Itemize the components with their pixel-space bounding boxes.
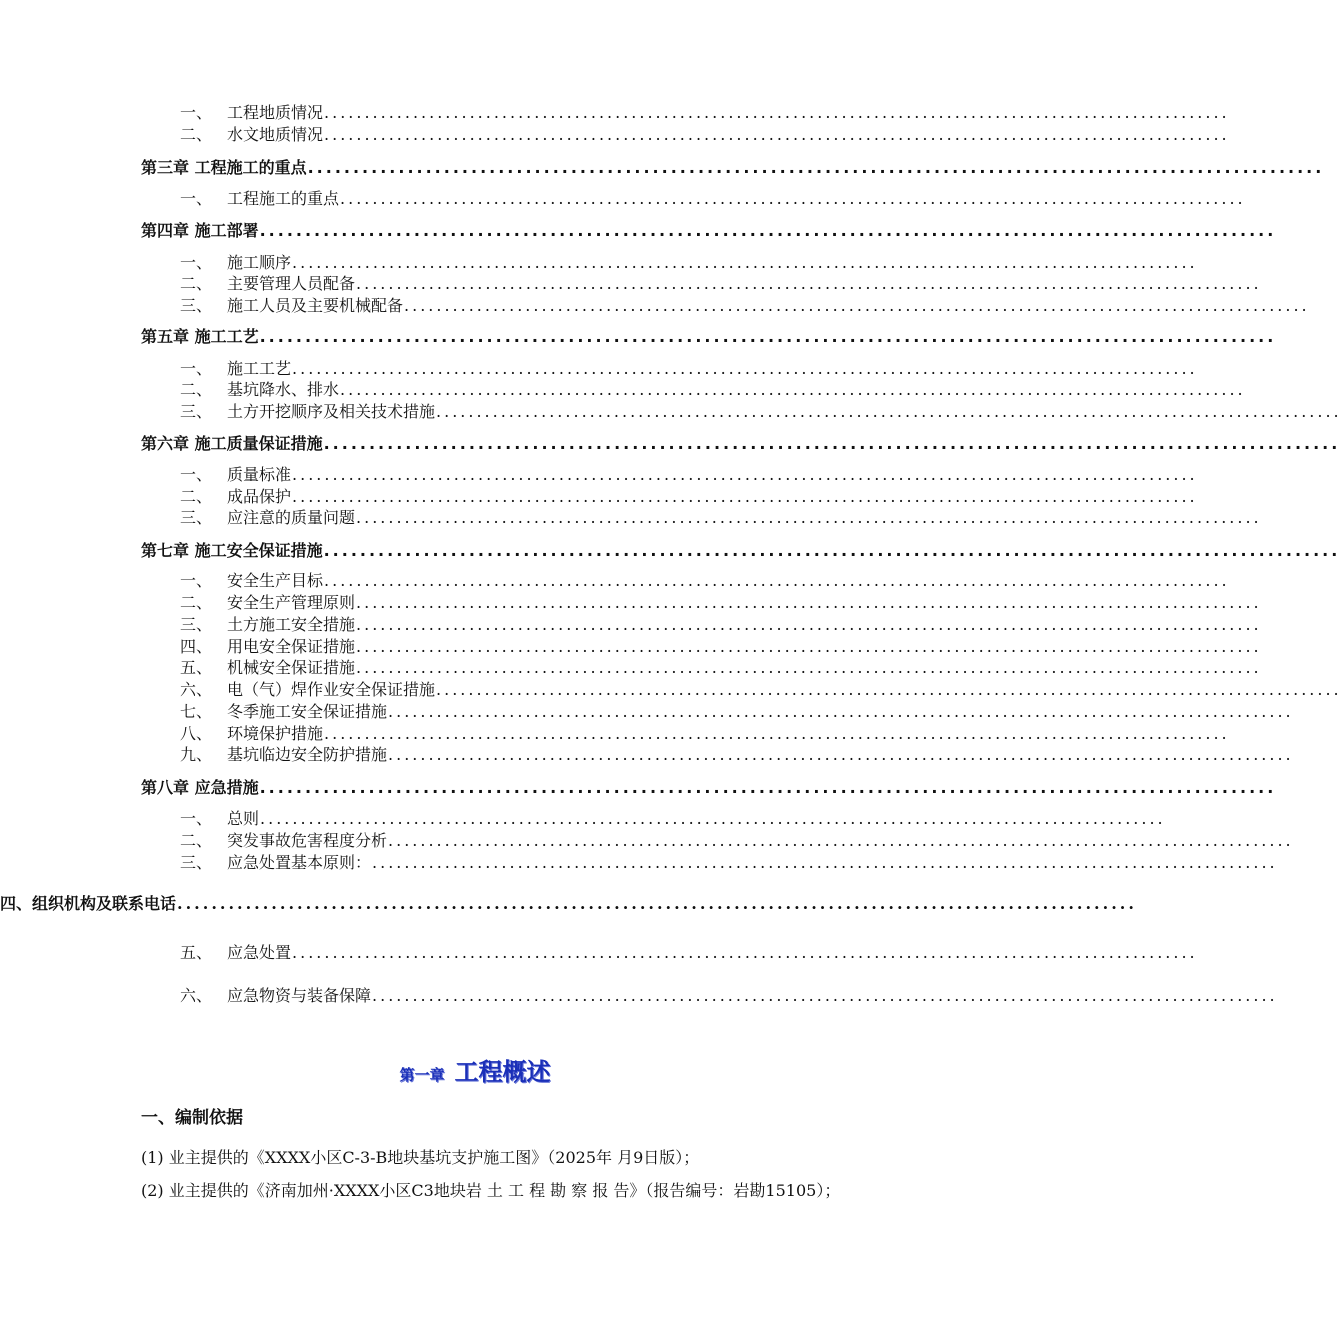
toc-entry[interactable] xyxy=(180,570,1230,592)
toc-dot-leader: ................................................................................................................ xyxy=(436,402,1342,421)
toc-dot-leader: ................................................................................................................ xyxy=(388,745,1294,764)
toc-entry-title: 突发事故危害程度分析 xyxy=(227,831,388,850)
toc-entry-title: 工程施工的重点 xyxy=(227,189,340,208)
toc-entry-title: 土方开挖顺序及相关技术措施 xyxy=(227,402,436,421)
toc-dot-leader: ................................................................................................................ xyxy=(292,253,1198,272)
toc-chapter-entry[interactable] xyxy=(141,433,1341,455)
toc-dot-leader: ................................................................................................................ xyxy=(372,853,1278,872)
toc-entry-number: 二、 xyxy=(180,125,213,144)
body-paragraph: (1) 业主提供的《XXXX小区C-3-B地块基坑支护施工图》（2025年 月9日版）； xyxy=(141,1148,700,1167)
toc-entry[interactable] xyxy=(180,852,1278,874)
toc-entry-title: 第六章 施工质量保证措施 xyxy=(141,434,323,453)
body-paragraph: (2) 业主提供的《济南加州·XXXX小区C3地块岩 土 工 程 勘 察 报 告》（报告编号：岩勘15105）； xyxy=(141,1181,841,1200)
toc-entry-number: 二、 xyxy=(180,380,213,399)
toc-dot-leader: ................................................................................................................ xyxy=(340,380,1246,399)
toc-entry-title: 第三章 工程施工的重点 xyxy=(141,158,307,177)
toc-entry[interactable] xyxy=(180,379,1246,401)
toc-entry[interactable] xyxy=(180,942,1198,964)
toc-dot-leader: ................................................................................................................ xyxy=(292,465,1198,484)
toc-entry-title: 土方施工安全措施 xyxy=(227,615,356,634)
toc-dot-leader: ................................................................................................................ xyxy=(259,221,1277,240)
toc-chapter-entry[interactable] xyxy=(141,220,1277,242)
toc-entry-title: 安全生产目标 xyxy=(227,571,324,590)
chapter-number: 第一章 xyxy=(399,1066,445,1084)
toc-entry[interactable] xyxy=(180,657,1262,679)
toc-entry-title: 应急处置 xyxy=(227,943,292,962)
toc-entry[interactable] xyxy=(180,252,1198,274)
toc-dot-leader: ................................................................................................................ xyxy=(436,680,1342,699)
toc-entry-title: 成品保护 xyxy=(227,487,292,506)
toc-chapter-entry[interactable] xyxy=(141,540,1341,562)
toc-entry-title: 施工工艺 xyxy=(227,359,292,378)
toc-entry[interactable] xyxy=(180,614,1262,636)
toc-dot-leader: ................................................................................................................ xyxy=(356,274,1262,293)
toc-entry[interactable] xyxy=(180,486,1198,508)
toc-entry-number: 八、 xyxy=(180,724,213,743)
toc-dot-leader: ................................................................................................................ xyxy=(324,103,1230,122)
toc-dot-leader: ................................................................................................................ xyxy=(323,541,1341,560)
toc-entry-title: 机械安全保证措施 xyxy=(227,658,356,677)
toc-entry-title: 水文地质情况 xyxy=(227,125,324,144)
toc-dot-leader: ................................................................................................................ xyxy=(292,487,1198,506)
toc-entry-title: 组织机构及联系电话 xyxy=(32,894,177,913)
toc-dot-leader: ................................................................................................................ xyxy=(356,637,1262,656)
toc-entry-number: 七、 xyxy=(180,702,213,721)
toc-entry[interactable] xyxy=(180,464,1198,486)
toc-entry-number: 六、 xyxy=(180,680,213,699)
toc-dot-leader: ................................................................................................................ xyxy=(260,809,1166,828)
toc-entry[interactable] xyxy=(180,102,1230,124)
toc-entry-title: 工程地质情况 xyxy=(227,103,324,122)
toc-entry-number: 九、 xyxy=(180,745,213,764)
toc-dot-leader: ................................................................................................................ xyxy=(388,702,1294,721)
toc-entry-title: 应注意的质量问题 xyxy=(227,508,356,527)
toc-entry-number: 三、 xyxy=(180,296,213,315)
section-heading: 一、编制依据 xyxy=(141,1108,243,1128)
toc-entry-number: 一、 xyxy=(180,465,213,484)
toc-entry-number: 一、 xyxy=(180,571,213,590)
toc-entry-number: 二、 xyxy=(180,487,213,506)
chapter-heading xyxy=(0,1052,950,1087)
toc-dot-leader: ................................................................................................................ xyxy=(388,831,1294,850)
toc-entry-number: 二、 xyxy=(180,831,213,850)
toc-entry-number: 二、 xyxy=(180,593,213,612)
toc-chapter-entry[interactable] xyxy=(141,157,1325,179)
toc-dot-leader: ................................................................................................................ xyxy=(177,894,1137,913)
toc-dot-leader: ................................................................................................................ xyxy=(372,986,1278,1005)
toc-entry-title: 应急处置基本原则： xyxy=(227,853,372,872)
toc-entry-number: 一、 xyxy=(180,359,213,378)
toc-entry-number: 五、 xyxy=(180,943,213,962)
toc-entry[interactable] xyxy=(180,636,1262,658)
toc-entry-title: 第七章 施工安全保证措施 xyxy=(141,541,323,560)
toc-entry-number: 六、 xyxy=(180,986,213,1005)
toc-entry-number: 一、 xyxy=(180,103,213,122)
toc-entry-title: 第四章 施工部署 xyxy=(141,221,259,240)
toc-entry[interactable] xyxy=(180,808,1166,830)
toc-dot-leader: ................................................................................................................ xyxy=(259,778,1277,797)
toc-dot-leader: ................................................................................................................ xyxy=(324,571,1230,590)
toc-dot-leader: ................................................................................................................ xyxy=(356,658,1262,677)
chapter-title: 工程概述 xyxy=(454,1058,551,1086)
toc-entry-title: 电（气）焊作业安全保证措施 xyxy=(227,680,436,699)
toc-dot-leader: ................................................................................................................ xyxy=(323,434,1341,453)
toc-entry-title: 第八章 应急措施 xyxy=(141,778,259,797)
toc-entry-title: 主要管理人员配备 xyxy=(227,274,356,293)
toc-dot-leader: ................................................................................................................ xyxy=(292,943,1198,962)
toc-dot-leader: ................................................................................................................ xyxy=(340,189,1246,208)
toc-entry[interactable] xyxy=(180,592,1262,614)
toc-entry-title: 用电安全保证措施 xyxy=(227,637,356,656)
toc-entry-number: 三、 xyxy=(180,402,213,421)
toc-entry-title: 安全生产管理原则 xyxy=(227,593,356,612)
toc-entry[interactable] xyxy=(180,358,1198,380)
toc-entry[interactable] xyxy=(180,985,1278,1007)
toc-entry-title: 总则 xyxy=(227,809,260,828)
toc-entry-number: 四、 xyxy=(0,894,33,913)
toc-entry[interactable] xyxy=(180,273,1262,295)
toc-entry[interactable] xyxy=(180,830,1294,852)
toc-entry-number: 三、 xyxy=(180,853,213,872)
toc-entry-title: 施工人员及主要机械配备 xyxy=(227,296,404,315)
toc-entry-number: 四、 xyxy=(180,637,213,656)
toc-dot-leader: ................................................................................................................ xyxy=(324,724,1230,743)
toc-chapter-entry[interactable] xyxy=(141,326,1277,348)
toc-entry-title: 环境保护措施 xyxy=(227,724,324,743)
toc-entry-title: 质量标准 xyxy=(227,465,292,484)
toc-entry-number: 一、 xyxy=(180,253,213,272)
toc-entry-number: 五、 xyxy=(180,658,213,677)
toc-entry-title: 基坑降水、排水 xyxy=(227,380,340,399)
toc-dot-leader: ................................................................................................................ xyxy=(356,508,1262,527)
toc-entry-title: 应急物资与装备保障 xyxy=(227,986,372,1005)
toc-entry[interactable] xyxy=(180,701,1294,723)
toc-dot-leader: ................................................................................................................ xyxy=(259,327,1277,346)
toc-entry[interactable] xyxy=(180,507,1262,529)
toc-dot-leader: ................................................................................................................ xyxy=(307,158,1325,177)
toc-entry[interactable] xyxy=(180,188,1246,210)
toc-dot-leader: ................................................................................................................ xyxy=(292,359,1198,378)
toc-dot-leader: ................................................................................................................ xyxy=(356,615,1262,634)
toc-dot-leader: ................................................................................................................ xyxy=(356,593,1262,612)
toc-entry-number: 三、 xyxy=(180,508,213,527)
toc-entry-title: 基坑临边安全防护措施 xyxy=(227,745,388,764)
toc-entry[interactable] xyxy=(180,723,1230,745)
toc-dot-leader: ................................................................................................................ xyxy=(404,296,1310,315)
toc-entry[interactable] xyxy=(180,401,1342,423)
toc-entry-number: 一、 xyxy=(180,189,213,208)
toc-entry[interactable] xyxy=(180,679,1342,701)
toc-entry[interactable] xyxy=(180,124,1230,146)
toc-entry[interactable] xyxy=(180,295,1310,317)
toc-entry-number: 三、 xyxy=(180,615,213,634)
toc-entry[interactable] xyxy=(0,893,1137,915)
toc-entry[interactable] xyxy=(180,744,1294,766)
toc-dot-leader: ................................................................................................................ xyxy=(324,125,1230,144)
toc-entry-title: 第五章 施工工艺 xyxy=(141,327,259,346)
toc-entry-number: 一、 xyxy=(180,809,213,828)
toc-entry-title: 施工顺序 xyxy=(227,253,292,272)
toc-chapter-entry[interactable] xyxy=(141,777,1277,799)
toc-entry-number: 二、 xyxy=(180,274,213,293)
toc-entry-title: 冬季施工安全保证措施 xyxy=(227,702,388,721)
